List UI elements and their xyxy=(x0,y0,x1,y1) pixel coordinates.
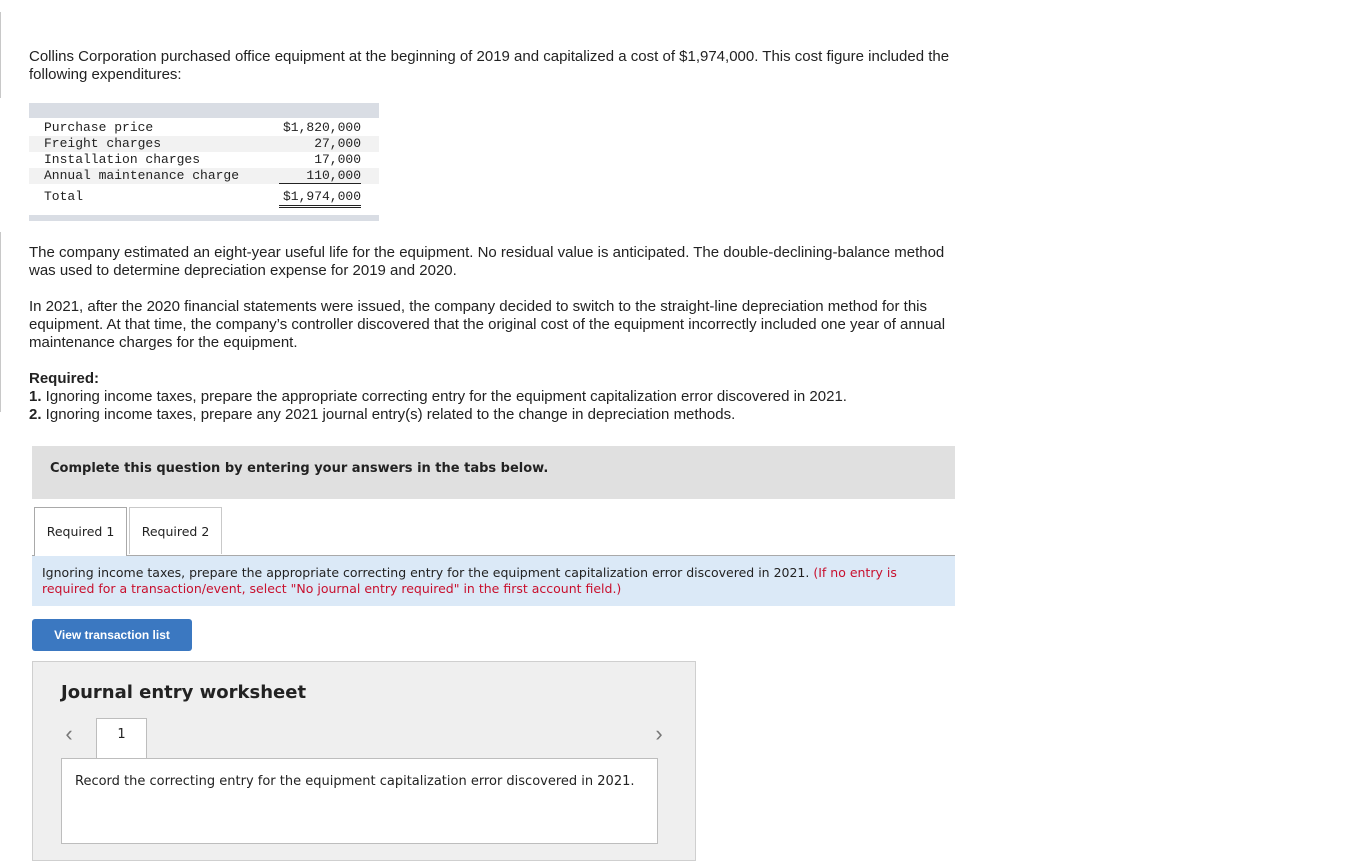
required-heading: Required: xyxy=(29,370,100,387)
table-header-bar xyxy=(29,103,379,118)
table-footer-bar xyxy=(29,215,379,221)
tab-required-2[interactable]: Required 2 xyxy=(129,507,222,554)
required-item-1 xyxy=(29,388,964,406)
view-transaction-list-button[interactable]: View transaction list xyxy=(32,619,192,651)
total-row xyxy=(29,189,379,205)
answer-tabs xyxy=(32,506,955,556)
table-row xyxy=(29,168,379,184)
useful-life-paragraph: The company estimated an eight-year useful life for the equipment. No residual value is anticipated. The double-declining-balance method was used to determine depreciation expense for 2019 and 2020. xyxy=(29,244,945,279)
table-row xyxy=(29,136,379,152)
banner-text: Complete this question by entering your answers in the tabs below. xyxy=(50,461,549,476)
row-label: Annual maintenance charge xyxy=(44,168,240,183)
row-amount: 110,000 xyxy=(306,168,361,183)
table-row xyxy=(29,120,379,136)
complete-question-banner xyxy=(32,446,955,499)
required-item-number: 1. xyxy=(29,388,42,405)
total-label: Total xyxy=(44,189,84,204)
worksheet-prompt-panel xyxy=(61,758,658,844)
left-margin-rule xyxy=(0,232,1,412)
required-item-number: 2. xyxy=(29,406,42,423)
left-margin-rule xyxy=(0,12,1,98)
required-item-text: Ignoring income taxes, prepare any 2021 journal entry(s) related to the change in depreciation methods. xyxy=(41,406,736,423)
row-amount: 27,000 xyxy=(314,136,361,151)
required-section xyxy=(29,370,964,424)
instruction-text: Ignoring income taxes, prepare the appropriate correcting entry for the equipment capitalization error discovered in 2021. xyxy=(42,565,810,580)
row-label: Installation charges xyxy=(44,152,201,167)
method-change-paragraph: In 2021, after the 2020 financial statements were issued, the company decided to switch to the straight-line depreciation method for this equipment. At that time, the company’s controller discovered that the original cost of the equipment incorrectly included one year of annual maintenance charges for the equipment. xyxy=(29,298,946,351)
required-item-text: Ignoring income taxes, prepare the appropriate correcting entry for the equipment capitalization error discovered in 2021. xyxy=(41,388,847,405)
subtotal-rule xyxy=(279,183,361,184)
expenditures-table xyxy=(29,103,379,221)
instruction-panel xyxy=(32,556,955,606)
chevron-left-icon[interactable]: ‹ xyxy=(65,721,73,746)
tab-required-1[interactable]: Required 1 xyxy=(34,507,127,556)
worksheet-prompt: Record the correcting entry for the equipment capitalization error discovered in 2021. xyxy=(75,774,635,789)
worksheet-tab-1[interactable]: 1 xyxy=(96,718,147,760)
row-label: Freight charges xyxy=(44,136,162,151)
worksheet-title: Journal entry worksheet xyxy=(61,682,307,703)
required-item-2 xyxy=(29,406,964,424)
journal-entry-worksheet xyxy=(32,661,696,861)
intro-paragraph: Collins Corporation purchased office equipment at the beginning of 2019 and capitalized a cost of $1,974,000. This cost figure included the following expenditures: xyxy=(29,48,950,83)
total-double-rule xyxy=(279,205,361,208)
table-row xyxy=(29,152,379,168)
total-amount: $1,974,000 xyxy=(282,189,361,204)
row-amount: 17,000 xyxy=(314,152,361,167)
chevron-right-icon[interactable]: › xyxy=(655,721,663,746)
instruction-note: (If no entry is required for a transaction/event, select "No journal entry required" in the first account field.) xyxy=(42,565,897,596)
row-amount: $1,820,000 xyxy=(282,120,361,135)
row-label: Purchase price xyxy=(44,120,154,135)
